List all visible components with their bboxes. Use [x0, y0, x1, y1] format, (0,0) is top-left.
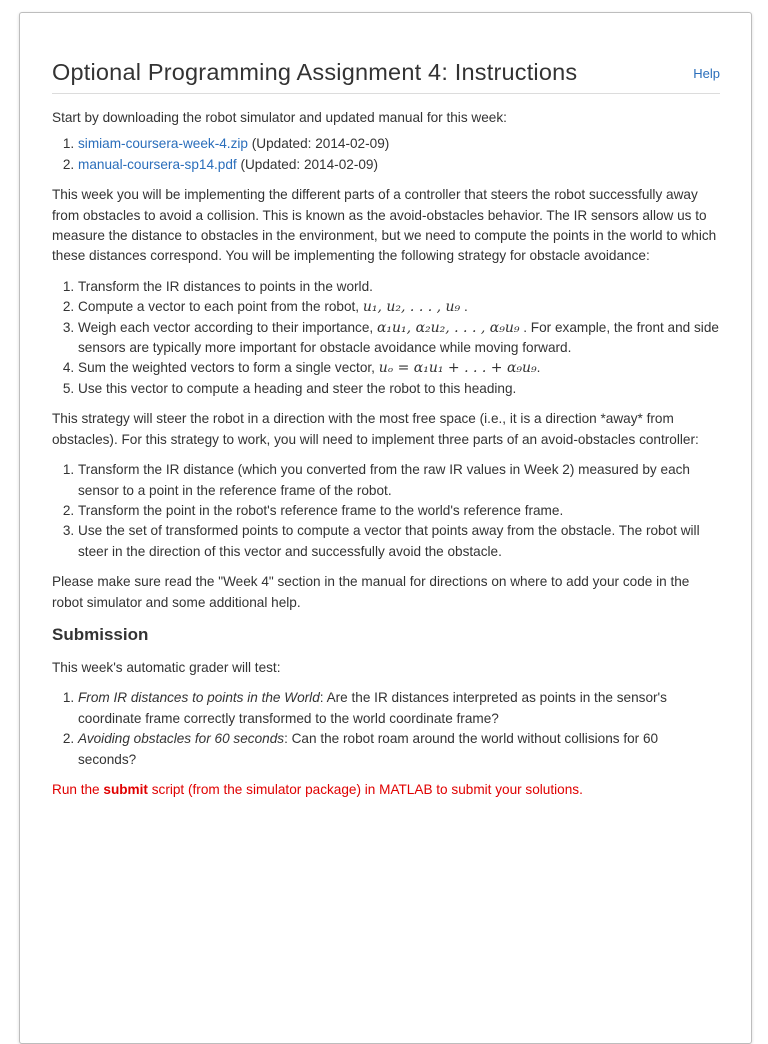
- strategy-paragraph: This strategy will steer the robot in a direction with the most free space (i.e., it is a direction *away* from obstacles). For this strategy to work, you will need to implement three parts of an avoid-obstacles controller:: [52, 411, 699, 447]
- list-item: [78, 297, 720, 317]
- math-expression: α₁u₁, α₂u₂, . . . , α₉u₉: [376, 319, 520, 336]
- test-description: : Can the robot roam around the world without collisions for 60 seconds?: [78, 731, 659, 767]
- grader-intro: This week's automatic grader will test:: [52, 659, 281, 675]
- page-header: [52, 57, 720, 94]
- step-text: Sum the weighted vectors to form a single vector,: [78, 360, 379, 376]
- list-item: 3. Use the set of transformed points to compute a vector that points away from the obstacle. The robot will steer in the direction of this vector and successfully avoid the obstacle.: [78, 521, 720, 562]
- parts-list: [52, 460, 720, 562]
- math-expression: uₒ = α₁u₁ + . . . + α₉u₉: [378, 360, 537, 377]
- update-note: (Updated: 2014-02-09): [247, 136, 390, 152]
- strategy-list: [52, 277, 720, 399]
- test-title: Avoiding obstacles for 60 seconds: [78, 731, 285, 747]
- list-item: 1. Transform the IR distance (which you converted from the raw IR values in Week 2) measured by each sensor to a point in the reference frame of the robot.: [78, 460, 720, 501]
- description-paragraph: This week you will be implementing the different parts of a controller that steers the robot successfully away from obstacles to avoid a collision. This is known as the avoid-obstacles behavior. The IR sensors allow us to measure the distance to obstacles in the environment, but we need to compute the points in the world to which these distances correspond. You will be implementing the following strategy for obstacle avoidance:: [52, 187, 717, 264]
- list-item: [78, 358, 720, 378]
- help-link[interactable]: Help: [693, 66, 720, 81]
- math-expression: u₁, u₂, . . . , u₉: [362, 299, 461, 316]
- step-text: .: [536, 360, 541, 376]
- submit-text: Run the: [52, 781, 104, 797]
- submit-keyword: submit: [103, 781, 148, 797]
- page-title: Optional Programming Assignment 4: Instructions: [52, 59, 578, 85]
- update-note: (Updated: 2014-02-09): [236, 156, 379, 172]
- assignment-content: [52, 57, 720, 810]
- list-item: [78, 155, 720, 175]
- step-text: Weigh each vector according to their importance,: [78, 319, 377, 335]
- step-text: Compute a vector to each point from the robot,: [78, 299, 363, 315]
- grader-test-list: [52, 688, 720, 770]
- list-item: [78, 688, 720, 729]
- test-title: From IR distances to points in the World: [78, 690, 320, 706]
- manual-note-paragraph: Please make sure read the "Week 4" section in the manual for directions on where to add your code in the robot simulator and some additional help.: [52, 574, 690, 610]
- list-item: [78, 729, 720, 770]
- list-item: [78, 134, 720, 154]
- list-item: [78, 318, 720, 359]
- list-item: 5. Use this vector to compute a heading and steer the robot to this heading.: [78, 379, 720, 399]
- step-text: .: [460, 299, 468, 315]
- download-list: [52, 134, 720, 175]
- submit-text: script (from the simulator package) in MATLAB to submit your solutions.: [147, 781, 583, 797]
- submission-heading: Submission: [52, 624, 149, 644]
- test-description: : Are the IR distances interpreted as points in the sensor's coordinate frame correctly transformed to the world coordinate frame?: [78, 690, 667, 726]
- download-intro: Start by downloading the robot simulator and updated manual for this week:: [52, 110, 507, 125]
- manual-download-link[interactable]: manual-coursera-sp14.pdf: [78, 156, 237, 172]
- simulator-download-link[interactable]: simiam-coursera-week-4.zip: [78, 136, 248, 152]
- list-item: 1. Transform the IR distances to points in the world.: [78, 277, 720, 297]
- assignment-card: [19, 12, 752, 1044]
- submit-instruction: [52, 780, 720, 800]
- step-text: . For example, the front and side sensors are typically more important for obstacle avoidance while moving forward.: [78, 319, 719, 356]
- list-item: 2. Transform the point in the robot's reference frame to the world's reference frame.: [78, 501, 720, 521]
